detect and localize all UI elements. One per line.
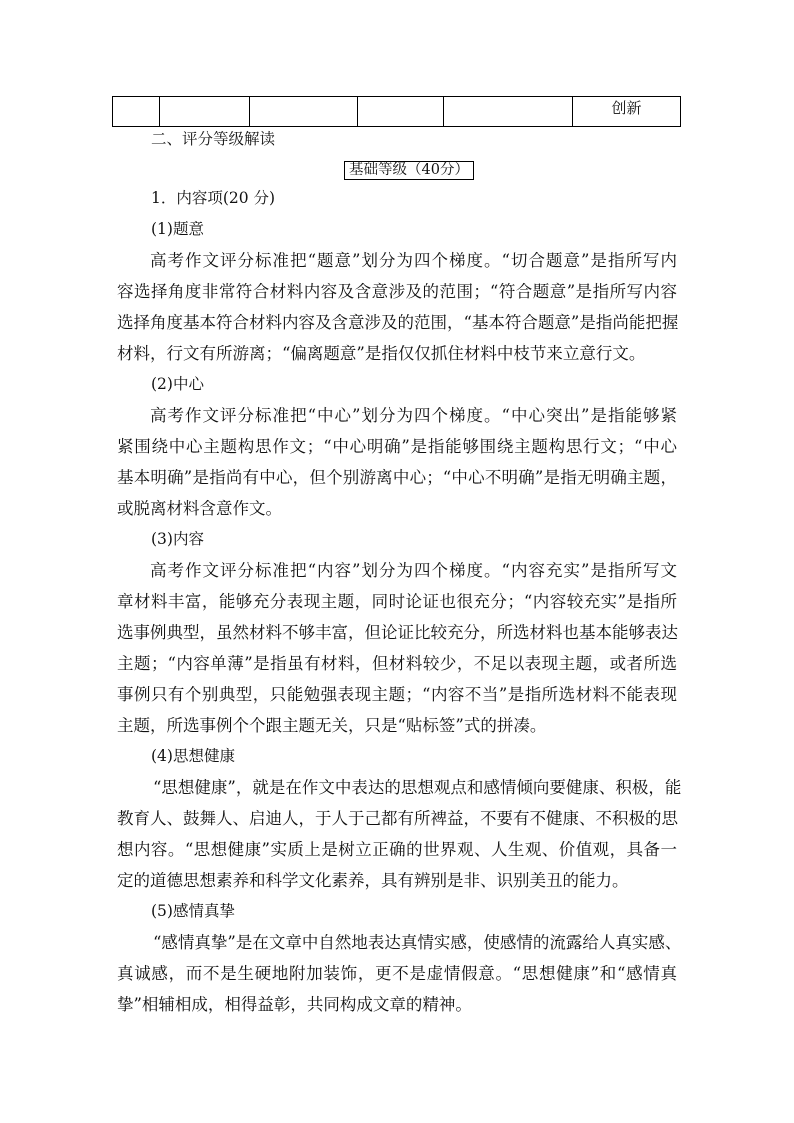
paragraph-line: “思想健康”，就是在作文中表达的思想观点和感情倾向要健康、积极，能 — [153, 778, 682, 797]
paragraph-line: 高考作文评分标准把“内容”划分为四个梯度。“内容充实”是指所写文 — [150, 561, 677, 580]
paragraph-line: 定的道德思想素养和科学文化素养，具有辨别是非、识别美丑的能力。 — [117, 871, 629, 890]
paragraph-line: 真诚感，而不是生硬地附加装饰，更不是虚情假意。“思想健康”和“感情真 — [117, 964, 677, 983]
paragraph-line: 材料，行文有所游离；“偏离题意”是指仅仅抓住材料中枝节来立意行文。 — [117, 344, 646, 363]
boxed-title: 基础等级（40分） — [344, 161, 474, 180]
paragraph-line: 高考作文评分标准把“中心”划分为四个梯度。“中心突出”是指能够紧 — [150, 406, 677, 425]
table-cell — [160, 97, 250, 127]
paragraph-line: 挚”相辅相成，相得益彰，共同构成文章的精神。 — [117, 995, 472, 1014]
paragraph-line: 选事例典型，虽然材料不够丰富，但论证比较充分，所选材料也基本能够表达 — [117, 623, 678, 642]
table-cell — [113, 97, 160, 127]
scoring-table-fragment — [112, 96, 681, 127]
table-cell — [444, 97, 573, 127]
paragraph-line: 或脱离材料含意作文。 — [117, 499, 282, 518]
paragraph-line: 高考作文评分标准把“题意”划分为四个梯度。“切合题意”是指所写内 — [150, 251, 677, 270]
paragraph-line: 教育人、鼓舞人、启迪人，于人于己都有所裨益，不要有不健康、不积极的思 — [117, 809, 678, 828]
table-cell-innovation: 创新 — [573, 97, 681, 127]
paragraph-line: 章材料丰富，能够充分表现主题，同时论证也很充分；“内容较充实”是指所 — [117, 592, 677, 611]
paragraph-line: 基本明确”是指尚有中心，但个别游离中心；“中心不明确”是指无明确主题， — [117, 468, 677, 487]
sub4-heading: (4)思想健康 — [151, 747, 235, 765]
table-cell — [250, 97, 358, 127]
paragraph-line: 紧围绕中心主题构思作文；“中心明确”是指能够围绕主题构思行文；“中心 — [117, 437, 677, 456]
table-cell — [358, 97, 444, 127]
table-row — [113, 97, 681, 127]
sub5-heading: (5)感情真挚 — [151, 902, 235, 920]
section-heading: 二、评分等级解读 — [151, 130, 276, 148]
paragraph-line: “感情真挚”是在文章中自然地表达真情实感，使感情的流露给人真实感、 — [153, 933, 682, 952]
item1-heading: 1．内容项(20 分) — [151, 189, 276, 207]
sub1-heading: (1)题意 — [151, 220, 204, 238]
paragraph-line: 主题；“内容单薄”是指虽有材料，但材料较少，不足以表现主题，或者所选 — [117, 654, 677, 673]
paragraph-line: 主题，所选事例个个跟主题无关，只是“贴标签”式的拼凑。 — [117, 716, 547, 735]
paragraph-line: 容选择角度非常符合材料内容及含意涉及的范围；“符合题意”是指所写内容 — [117, 282, 677, 301]
paragraph-line: 事例只有个别典型，只能勉强表现主题；“内容不当”是指所选材料不能表现 — [117, 685, 677, 704]
sub3-heading: (3)内容 — [151, 530, 204, 548]
sub2-heading: (2)中心 — [151, 375, 204, 393]
paragraph-line: 想内容。“思想健康”实质上是树立正确的世界观、人生观、价值观，具备一 — [117, 840, 677, 859]
paragraph-line: 选择角度基本符合材料内容及含意涉及的范围，“基本符合题意”是指尚能把握 — [117, 313, 679, 332]
